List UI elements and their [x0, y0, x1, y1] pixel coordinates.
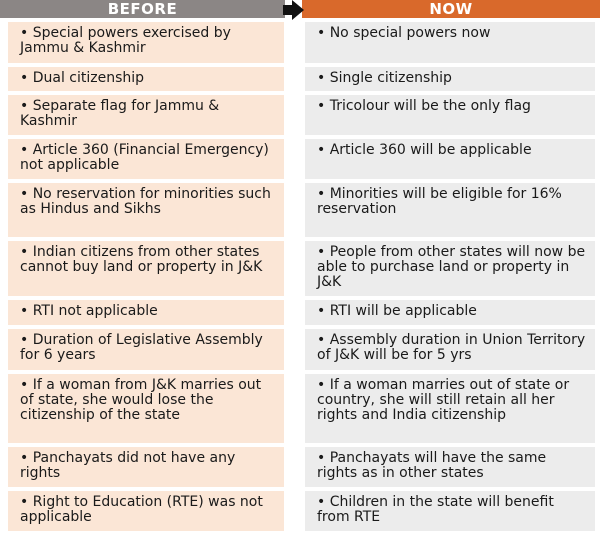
now-row-special-powers: • No special powers now: [305, 22, 595, 63]
before-row-flag: • Separate flag for Jammu & Kashmir: [8, 95, 284, 135]
before-column: [8, 22, 284, 535]
before-header: BEFORE: [0, 0, 285, 18]
now-header: NOW: [302, 0, 600, 18]
now-column: [305, 22, 595, 535]
now-row-citizenship: • Single citizenship: [305, 67, 595, 91]
now-row-assembly: • Assembly duration in Union Territory of J&K will be for 5 yrs: [305, 329, 595, 370]
now-row-land: • People from other states will now be able to purchase land or property in J&K: [305, 241, 595, 296]
now-row-rti: • RTI will be applicable: [305, 300, 595, 325]
before-row-rte: • Right to Education (RTE) was not applicable: [8, 491, 284, 531]
before-row-rti: • RTI not applicable: [8, 300, 284, 325]
now-row-panchayats: • Panchayats will have the same rights as in other states: [305, 447, 595, 487]
before-row-panchayats: • Panchayats did not have any rights: [8, 447, 284, 487]
before-row-land: • Indian citizens from other states cannot buy land or property in J&K: [8, 241, 284, 296]
before-row-special-powers: • Special powers exercised by Jammu & Kashmir: [8, 22, 284, 63]
before-row-citizenship: • Dual citizenship: [8, 67, 284, 91]
now-row-flag: • Tricolour will be the only flag: [305, 95, 595, 135]
now-row-reservation: • Minorities will be eligible for 16% reservation: [305, 183, 595, 237]
now-row-rte: • Children in the state will benefit from RTE: [305, 491, 595, 531]
now-row-women-rights: • If a woman marries out of state or country, she will still retain all her rights and India citizenship: [305, 374, 595, 443]
before-row-reservation: • No reservation for minorities such as Hindus and Sikhs: [8, 183, 284, 237]
before-row-assembly: • Duration of Legislative Assembly for 6 years: [8, 329, 284, 370]
now-row-article-360: • Article 360 will be applicable: [305, 139, 595, 179]
before-row-women-rights: • If a woman from J&K marries out of state, she would lose the citizenship of the state: [8, 374, 284, 443]
right-arrow-icon: [283, 0, 305, 20]
before-row-article-360: • Article 360 (Financial Emergency) not applicable: [8, 139, 284, 179]
